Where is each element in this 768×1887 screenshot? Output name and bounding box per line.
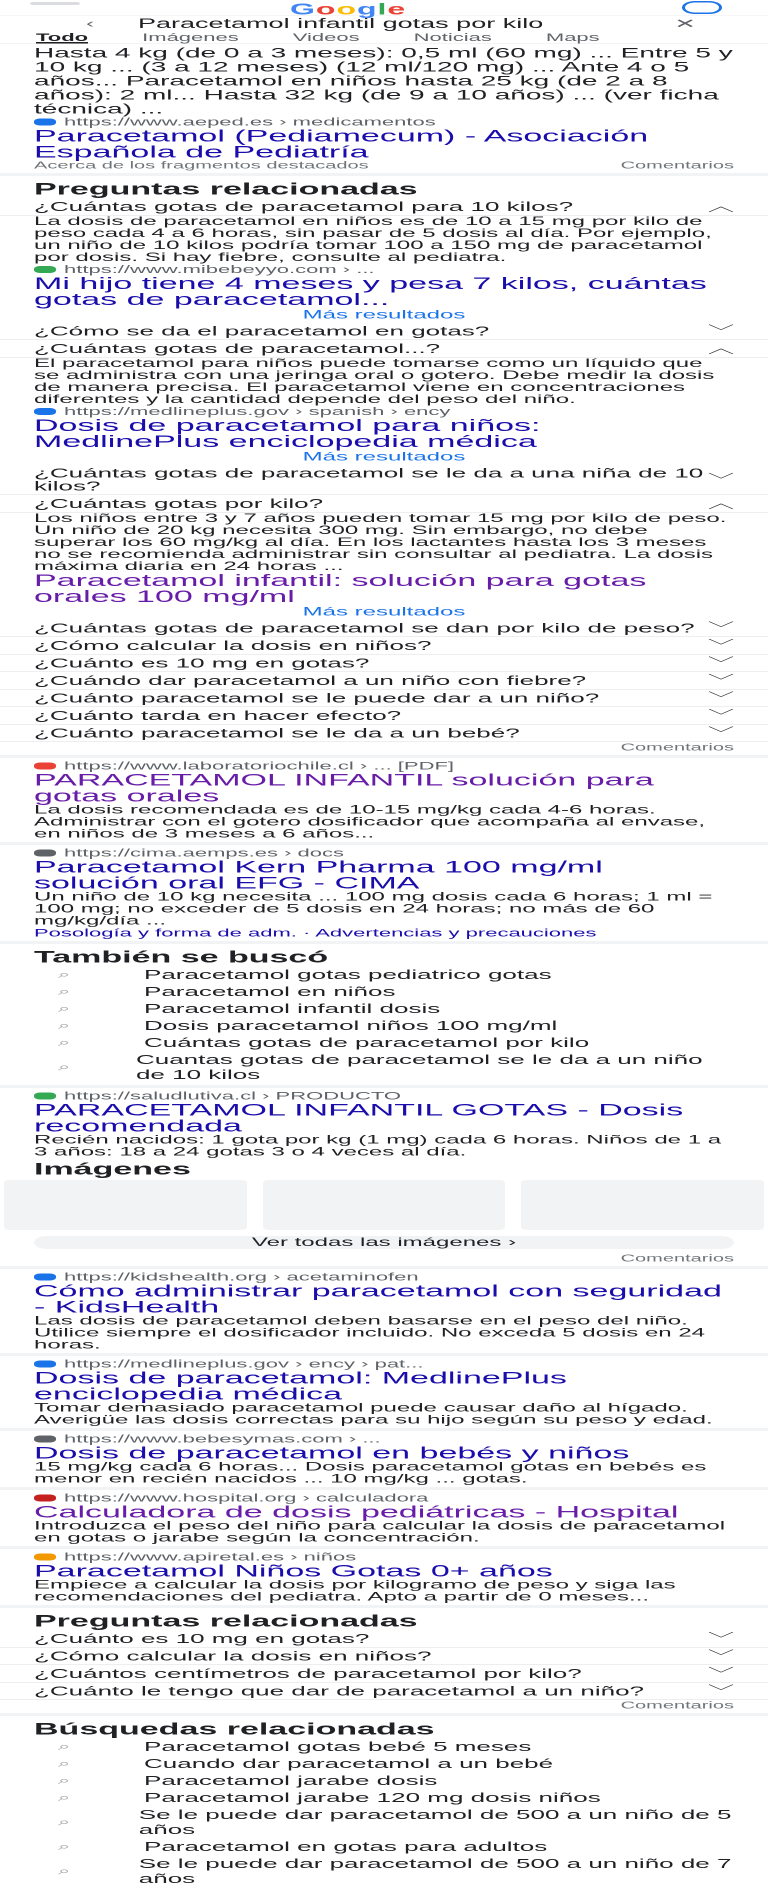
related-search-item[interactable]: ⌕ Paracetamol jarabe dosis xyxy=(0,1772,768,1789)
result-title[interactable]: Calculadora de dosis pediátricas - Hospital xyxy=(34,1502,679,1522)
paa-heading: Preguntas relacionadas xyxy=(34,1611,418,1631)
site-favicon-icon xyxy=(34,119,56,126)
paa-question[interactable]: ¿Cómo calcular la dosis en niños? ﹀ xyxy=(0,1648,768,1666)
chevron-down-icon: ﹀ xyxy=(707,323,734,339)
paa-question[interactable]: ¿Cuánto es 10 mg en gotas? ﹀ xyxy=(0,1630,768,1648)
paa-question[interactable]: ¿Cuántos centímetros de paracetamol por kilo? ﹀ xyxy=(0,1665,768,1683)
image-thumbnail[interactable] xyxy=(263,1180,506,1230)
search-icon: ⌕ xyxy=(58,1774,71,1787)
paa-question[interactable]: ¿Cuánto es 10 mg en gotas? ﹀ xyxy=(0,655,768,673)
divider xyxy=(0,1266,768,1269)
top-bar xyxy=(0,0,768,16)
site-favicon-icon xyxy=(34,850,56,857)
paa-feedback xyxy=(0,1700,768,1711)
paa-feedback xyxy=(0,742,768,753)
paa-question[interactable]: ¿Cuántas gotas por kilo? ︿ xyxy=(0,495,768,513)
chevron-down-icon: ﹀ xyxy=(707,1666,734,1681)
search-icon: ⌕ xyxy=(58,1740,71,1753)
paa-question[interactable]: ¿Cuántas gotas de paracetamol se dan por kilo de peso? ﹀ xyxy=(0,620,768,638)
related-search-item[interactable]: ⌕ Cuando dar paracetamol a un bebé xyxy=(0,1755,768,1772)
divider xyxy=(0,1353,768,1356)
search-icon: ⌕ xyxy=(58,1757,71,1770)
sitelinks[interactable]: Posología y forma de adm. · Advertencias y precauciones xyxy=(34,926,597,939)
paa-question[interactable]: ¿Cuántas gotas de paracetamol para 10 kilos? ︿ xyxy=(0,198,768,216)
paa-heading: Preguntas relacionadas xyxy=(34,179,418,199)
google-logo[interactable]: Google xyxy=(290,0,407,18)
about-snippets-link[interactable]: Acerca de los fragmentos destacados xyxy=(34,160,369,171)
related-search-item[interactable]: ⌕ Se le puede dar paracetamol de 500 a un niño de 5 años xyxy=(0,1806,768,1838)
chevron-down-icon: ﹀ xyxy=(707,708,734,723)
featured-snippet xyxy=(0,44,768,171)
related-search-item[interactable]: ⌕ Paracetamol gotas bebé 5 meses xyxy=(0,1738,768,1755)
search-icon: ⌕ xyxy=(58,1864,71,1877)
tab-all[interactable]: Todo xyxy=(36,31,89,44)
site-favicon-icon xyxy=(34,763,56,770)
search-tabs xyxy=(0,31,768,44)
tab-news[interactable]: Noticias xyxy=(413,31,492,44)
result-url: https://medlineplus.gov › spanish › ency xyxy=(34,406,734,418)
divider xyxy=(0,1605,768,1608)
search-result xyxy=(0,760,768,840)
chevron-down-icon: ﹀ xyxy=(707,690,734,706)
search-icon: ⌕ xyxy=(58,985,71,998)
result-title[interactable]: Paracetamol Kern Pharma 100 mg/ml solución oral EFG - CIMA xyxy=(34,857,603,893)
paa-question[interactable]: ¿Cuántas gotas de paracetamol se le da a una niña de 10 kilos? ﹀ xyxy=(0,465,768,496)
divider xyxy=(0,173,768,176)
chevron-down-icon: ﹀ xyxy=(707,1631,734,1646)
chevron-down-icon: ﹀ xyxy=(707,620,734,636)
result-snippet: Empiece a calcular la dosis por kilogramo de peso y siga las recomendaciones del pediatra. Apto a partir de 0 meses... xyxy=(34,1578,676,1604)
search-icon: ⌕ xyxy=(58,1815,71,1828)
search-query[interactable]: Paracetamol infantil gotas por kilo xyxy=(138,16,544,31)
feedback-link[interactable]: Comentarios xyxy=(620,160,734,171)
site-favicon-icon xyxy=(34,1274,56,1281)
result-url: https://www.bebesymas.com › ... xyxy=(34,1433,734,1445)
divider xyxy=(0,755,768,758)
search-result xyxy=(0,1492,768,1544)
more-results-link[interactable]: Más resultados xyxy=(302,605,466,619)
chevron-up-icon: ︿ xyxy=(707,199,734,214)
divider xyxy=(0,1428,768,1431)
divider xyxy=(0,1713,768,1716)
divider xyxy=(0,941,768,944)
result-snippet: Tomar demasiado paracetamol puede causar daño al hígado. Averigüe las dosis correctas para su hijo según su peso y edad. xyxy=(34,1401,713,1427)
also-searched-item[interactable]: ⌕ Dosis paracetamol niños 100 mg/ml xyxy=(0,1017,768,1034)
paa-question[interactable]: ¿Cuánto le tengo que dar de paracetamol a un niño? ﹀ xyxy=(0,1683,768,1701)
chevron-up-icon: ︿ xyxy=(707,496,734,511)
also-searched-item[interactable]: ⌕ Paracetamol en niños xyxy=(0,983,768,1000)
search-result xyxy=(0,1433,768,1485)
chevron-down-icon: ﹀ xyxy=(707,655,734,671)
search-icon: ⌕ xyxy=(58,1791,71,1804)
result-title[interactable]: Paracetamol Niños Gotas 0+ años xyxy=(34,1561,553,1581)
image-thumbnail[interactable] xyxy=(4,1180,247,1230)
arrow-right-icon: › xyxy=(508,1235,517,1249)
chevron-down-icon: ﹀ xyxy=(707,638,734,653)
chevron-up-icon: ︿ xyxy=(707,341,734,356)
related-search-item[interactable]: ⌕ Paracetamol jarabe 120 mg dosis niños xyxy=(0,1789,768,1806)
paa-answer: El paracetamol para niños puede tomarse como un líquido que se administra con una jeringa oral o gotero. Debe medir la dosis de manera precisa. El paracetamol viene en concentraciones diferentes y la cantidad depende del peso del niño. https://medlineplus.gov › spanish › ency Dosis de paracetamol para niños: MedlinePlus enciclopedia médica Más resultados xyxy=(0,358,768,465)
result-url: https://cima.aemps.es › docs xyxy=(34,847,734,859)
search-bar[interactable] xyxy=(0,16,768,31)
paa-question[interactable]: ¿Cuánto paracetamol se le da a un bebé? ﹀ xyxy=(0,725,768,743)
snippet-meta xyxy=(34,160,734,171)
result-snippet: Las dosis de paracetamol deben basarse en el peso del niño. Utilice siempre el dosificador incluido. No exceda 5 dosis en 24 horas. xyxy=(34,1314,706,1352)
site-favicon-icon xyxy=(34,408,56,415)
site-favicon-icon xyxy=(34,1436,56,1443)
search-icon: ⌕ xyxy=(58,1019,71,1032)
site-favicon-icon xyxy=(34,266,56,273)
search-result xyxy=(0,847,768,939)
paa-question[interactable]: ¿Cómo se da el paracetamol en gotas? ﹀ xyxy=(0,323,768,341)
tab-maps[interactable]: Maps xyxy=(545,31,600,44)
search-result xyxy=(0,1090,768,1158)
divider xyxy=(0,1487,768,1490)
result-url: https://medlineplus.gov › ency › pat... xyxy=(34,1358,734,1370)
result-title[interactable]: PARACETAMOL INFANTIL solución para gotas orales xyxy=(34,770,654,806)
site-favicon-icon xyxy=(34,1361,56,1368)
paa-question[interactable]: ¿Cuánto tarda en hacer efecto? ﹀ xyxy=(0,707,768,725)
result-url: https://www.mibebeyyo.com › ... xyxy=(34,264,734,276)
result-title[interactable]: PARACETAMOL INFANTIL GOTAS - Dosis recomendada xyxy=(34,1100,684,1136)
search-icon: ⌕ xyxy=(58,1002,71,1015)
result-url: https://www.aeped.es › medicamentos xyxy=(34,116,734,128)
site-favicon-icon xyxy=(34,1495,56,1502)
paa-answer: Los niños entre 3 y 7 años pueden tomar 15 mg por kilo de peso. Un niño de 20 kg necesita 300 mg. Sin embargo, no debe superar los 60 mg/kg al día. En los lactantes hasta los 3 meses no se recomienda administrar sin consultar al pediatra. La dosis máxima diaria en 24 horas ... Paracetamol infantil: solución para gotas orales 100 mg/ml Más resultados xyxy=(0,513,768,620)
search-icon: ⌕ xyxy=(58,1840,71,1853)
site-favicon-icon xyxy=(34,1554,56,1561)
result-url: https://www.hospital.org › calculadora xyxy=(34,1492,734,1504)
feedback-link[interactable]: Comentarios xyxy=(620,742,734,753)
featured-snippet-text: Hasta 4 kg (de 0 a 3 meses): 0,5 ml (60 mg) ... Entre 5 y 10 kg ... (3 a 12 meses) (12 ml/120 mg) ... Ante 4 o 5 años... Paracetamol en niños hasta 25 kg (de 2 a 8 años): 2 ml... Hasta 32 kg (de 9 a 10 años) ... (ver ficha técnica) ... xyxy=(34,45,733,117)
result-snippet: La dosis recomendada es de 10-15 mg/kg cada 4-6 horas. Administrar con el gotero dosificador que acompaña al envase, en niños de 3 meses a 6 años... xyxy=(34,803,706,841)
divider xyxy=(0,1546,768,1549)
image-thumbnail[interactable] xyxy=(521,1180,764,1230)
result-snippet: 15 mg/kg cada 6 horas... Dosis paracetamol gotas en bebés es menor en recién nacidos ... 10 mg/kg ... gotas. xyxy=(34,1460,707,1486)
also-searched-item[interactable]: ⌕ Paracetamol infantil dosis xyxy=(0,1000,768,1017)
result-url: https://www.apiretal.es › niños xyxy=(34,1551,734,1563)
also-searched-item[interactable]: ⌕ Paracetamol gotas pediatrico gotas xyxy=(0,966,768,983)
chevron-down-icon: ﹀ xyxy=(707,1683,734,1699)
result-title[interactable]: Dosis de paracetamol para niños: MedlinePlus enciclopedia médica xyxy=(34,416,541,451)
result-url: https://kidshealth.org › acetaminofen xyxy=(34,1271,734,1283)
also-searched-item[interactable]: ⌕ Cuantas gotas de paracetamol se le da a un niño de 10 kilos xyxy=(0,1051,768,1083)
chevron-down-icon: ﹀ xyxy=(707,472,734,487)
paa-question[interactable]: ¿Cómo calcular la dosis en niños? ﹀ xyxy=(0,637,768,655)
images-heading: Imágenes xyxy=(34,1159,191,1179)
result-title[interactable]: Paracetamol (Pediamecum) - Asociación Española de Pediatría xyxy=(34,126,649,162)
see-all-images-button[interactable]: Ver todas las imágenes › xyxy=(34,1236,734,1249)
result-title[interactable]: Dosis de paracetamol en bebés y niños xyxy=(34,1443,630,1463)
result-title[interactable]: Mi hijo tiene 4 meses y pesa 7 kilos, cuántas gotas de paracetamol... xyxy=(34,274,707,309)
result-title[interactable]: Cómo administrar paracetamol con seguridad - KidsHealth xyxy=(34,1281,722,1317)
result-snippet: Recién nacidos: 1 gota por kg (1 mg) cada 6 horas. Niños de 1 a 3 años: 18 a 24 gotas 3 o 4 veces al día. xyxy=(34,1133,722,1159)
search-icon: ⌕ xyxy=(58,968,71,981)
result-title[interactable]: Paracetamol infantil: solución para gotas orales 100 mg/ml xyxy=(34,571,647,606)
search-result xyxy=(0,1271,768,1351)
paa-answer: La dosis de paracetamol en niños es de 10 a 15 mg por kilo de peso cada 4 a 6 horas, sin pasar de 5 dosis al día. Por ejemplo, un niño de 10 kilos podría tomar 100 a 150 mg de paracetamol por dosis. Si hay fiebre, consulte al pediatra. https://www.mibebeyyo.com › ... Mi hijo tiene 4 meses y pesa 7 kilos, cuántas gotas de paracetamol... Más resultados xyxy=(0,216,768,323)
divider xyxy=(0,842,768,845)
site-favicon-icon xyxy=(34,1093,56,1100)
search-result xyxy=(0,1551,768,1603)
image-carousel xyxy=(0,1178,768,1232)
more-results-link[interactable]: Más resultados xyxy=(302,308,466,322)
search-result xyxy=(0,1358,768,1426)
images-feedback xyxy=(0,1253,768,1264)
search-icon: ⌕ xyxy=(58,1060,71,1073)
result-snippet: Introduzca el peso del niño para calcular la dosis de paracetamol en gotas o jarabe según la concentración. xyxy=(34,1519,726,1545)
related-searches-heading: Búsquedas relacionadas xyxy=(34,1719,435,1739)
also-searched-item[interactable]: ⌕ Cuántas gotas de paracetamol por kilo xyxy=(0,1034,768,1051)
result-snippet: Un niño de 10 kg necesita ... 100 mg dosis cada 6 horas; 1 ml = 100 mg; no exceder de 5 dosis en 24 horas; no más de 60 mg/kg/día ... xyxy=(34,890,713,928)
feedback-link[interactable]: Comentarios xyxy=(620,1253,734,1264)
account-avatar[interactable] xyxy=(682,1,722,14)
chevron-down-icon: ﹀ xyxy=(707,673,734,688)
search-icon: ⌕ xyxy=(58,1036,71,1049)
more-results-link[interactable]: Más resultados xyxy=(302,450,466,464)
tab-videos[interactable]: Videos xyxy=(292,31,360,44)
chevron-down-icon: ﹀ xyxy=(707,1648,734,1664)
result-url: https://saludlutiva.cl › PRODUCTO xyxy=(34,1090,734,1102)
related-search-item[interactable]: ⌕ Se le puede dar paracetamol de 500 a un niño de 7 años xyxy=(0,1855,768,1887)
divider xyxy=(0,1085,768,1088)
result-url: https://www.laboratoriochile.cl › ... [PDF] xyxy=(34,760,734,772)
close-icon[interactable]: ✕ xyxy=(674,16,696,31)
arrow-back-icon[interactable]: ‹ xyxy=(86,17,94,31)
paa-question[interactable]: ¿Cuántas gotas de paracetamol...? ︿ xyxy=(0,340,768,358)
result-title[interactable]: Dosis de paracetamol: MedlinePlus enciclopedia médica xyxy=(34,1368,567,1404)
chevron-down-icon: ﹀ xyxy=(707,725,734,741)
also-searched-heading: También se buscó xyxy=(34,947,329,967)
feedback-link[interactable]: Comentarios xyxy=(620,1700,734,1711)
related-search-item[interactable]: ⌕ Paracetamol en gotas para adultos xyxy=(0,1838,768,1855)
menu-handle[interactable] xyxy=(30,2,80,5)
paa-question[interactable]: ¿Cuánto paracetamol se le puede dar a un niño? ﹀ xyxy=(0,690,768,708)
tab-images[interactable]: Imágenes xyxy=(142,31,239,44)
paa-question[interactable]: ¿Cuándo dar paracetamol a un niño con fiebre? ﹀ xyxy=(0,672,768,690)
